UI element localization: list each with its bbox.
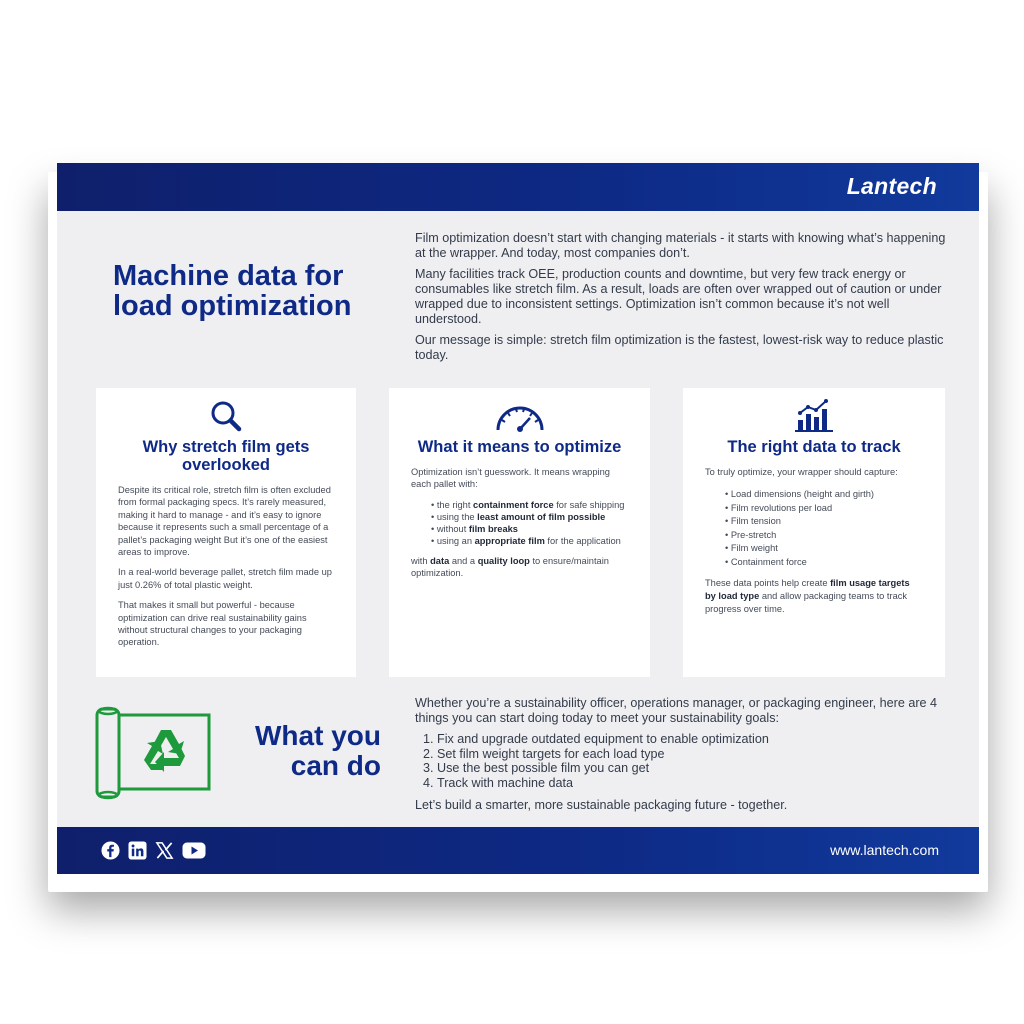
list-item: • Film tension — [725, 516, 781, 527]
card-data-track — [683, 388, 945, 677]
card-paragraph: These data points help create film usage targets by load type and allow packaging teams to track progress over time. — [705, 578, 910, 615]
list-item: 3. Use the best possible film you can get — [437, 761, 955, 776]
footer-band — [57, 827, 979, 874]
card-body — [705, 466, 923, 616]
card-title: The right data to track — [727, 438, 901, 456]
youtube-icon[interactable] — [182, 842, 206, 859]
card-paragraph: Despite its critical role, stretch film is often excluded from formal packaging specs. It’s rarely measured, making it hard to manage - and it’s easy to ignore because it represents such a small percentage of a pallet’s packaging weight But it’s one of the easiest areas to improve. — [118, 485, 331, 558]
list-item: • using an appropriate film for the application — [431, 535, 621, 546]
card-paragraph: Optimization isn’t guesswork. It means wrapping each pallet with: — [411, 467, 610, 490]
card-title: What it means to optimize — [417, 438, 622, 456]
intro-paragraph: Our message is simple: stretch film optimization is the fastest, lowest-risk way to reduce plastic today. — [415, 333, 944, 362]
list-item: • without film breaks — [431, 523, 518, 534]
steps-list — [437, 732, 955, 790]
social-links — [101, 841, 206, 860]
intro-paragraph: Many facilities track OEE, production counts and downtime, but very few track energy or consumables like stretch film. As a result, loads are often over wrapped out of caution or under wrapped due to inconsistent settings. Optimization isn’t common because it’s not well understood. — [415, 267, 942, 326]
card-paragraph: That makes it small but powerful - because optimization can drive real sustainability gains without structural changes to your packaging operation. — [118, 600, 307, 648]
card-why-overlooked — [96, 388, 356, 677]
gauge-icon — [492, 398, 548, 434]
facebook-icon[interactable] — [101, 841, 120, 860]
list-item: 4. Track with machine data — [437, 776, 955, 791]
list-item: • the right containment force for safe shipping — [431, 499, 625, 510]
linkedin-icon[interactable] — [128, 841, 147, 860]
card-paragraph: To truly optimize, your wrapper should capture: — [705, 467, 898, 477]
card-title: Why stretch film gets overlooked — [142, 438, 310, 474]
list-item: • Load dimensions (height and girth) — [725, 489, 875, 500]
list-item: • using the least amount of film possible — [431, 511, 606, 522]
film-roll-recycle-icon — [93, 705, 213, 801]
website-link[interactable]: www.lantech.com — [830, 842, 939, 858]
intro-paragraph: Film optimization doesn’t start with changing materials - it starts with knowing what’s happening at the wrapper. And today, most companies don’t. — [415, 231, 946, 260]
list-item: • Pre-stretch — [725, 529, 777, 540]
list-item: • Film weight — [725, 543, 778, 554]
card-paragraph: In a real-world beverage pallet, stretch film made up just 0.26% of total plastic weight. — [118, 567, 332, 590]
header-band — [57, 163, 979, 211]
list-item: 2. Set film weight targets for each load type — [437, 747, 955, 762]
list-item: • Containment force — [725, 556, 807, 567]
intro-text — [415, 231, 955, 369]
card-body — [411, 466, 628, 580]
can-do-intro: Whether you’re a sustainability officer, operations manager, or packaging engineer, here are 4 things you can start doing today to meet your sustainability goals: — [415, 696, 938, 725]
lantech-logo: Lantech — [846, 173, 937, 199]
page-title: Machine data for load optimization — [113, 260, 352, 322]
can-do-closing: Let’s build a smarter, more sustainable packaging future - together. — [415, 798, 788, 812]
x-icon[interactable] — [155, 841, 174, 860]
section-title: What you can do — [255, 720, 381, 781]
card-optimize — [389, 388, 650, 677]
bullet-list — [725, 488, 923, 569]
can-do-text — [415, 696, 955, 813]
bullet-list — [431, 499, 628, 547]
list-item: • Film revolutions per load — [725, 502, 833, 513]
card-paragraph: with data and a quality loop to ensure/maintain optimization. — [411, 555, 609, 579]
magnifier-icon — [206, 398, 246, 434]
list-item: 1. Fix and upgrade outdated equipment to enable optimization — [437, 732, 955, 747]
bar-chart-icon — [792, 398, 836, 434]
card-body — [118, 484, 334, 649]
document-page — [57, 163, 979, 874]
